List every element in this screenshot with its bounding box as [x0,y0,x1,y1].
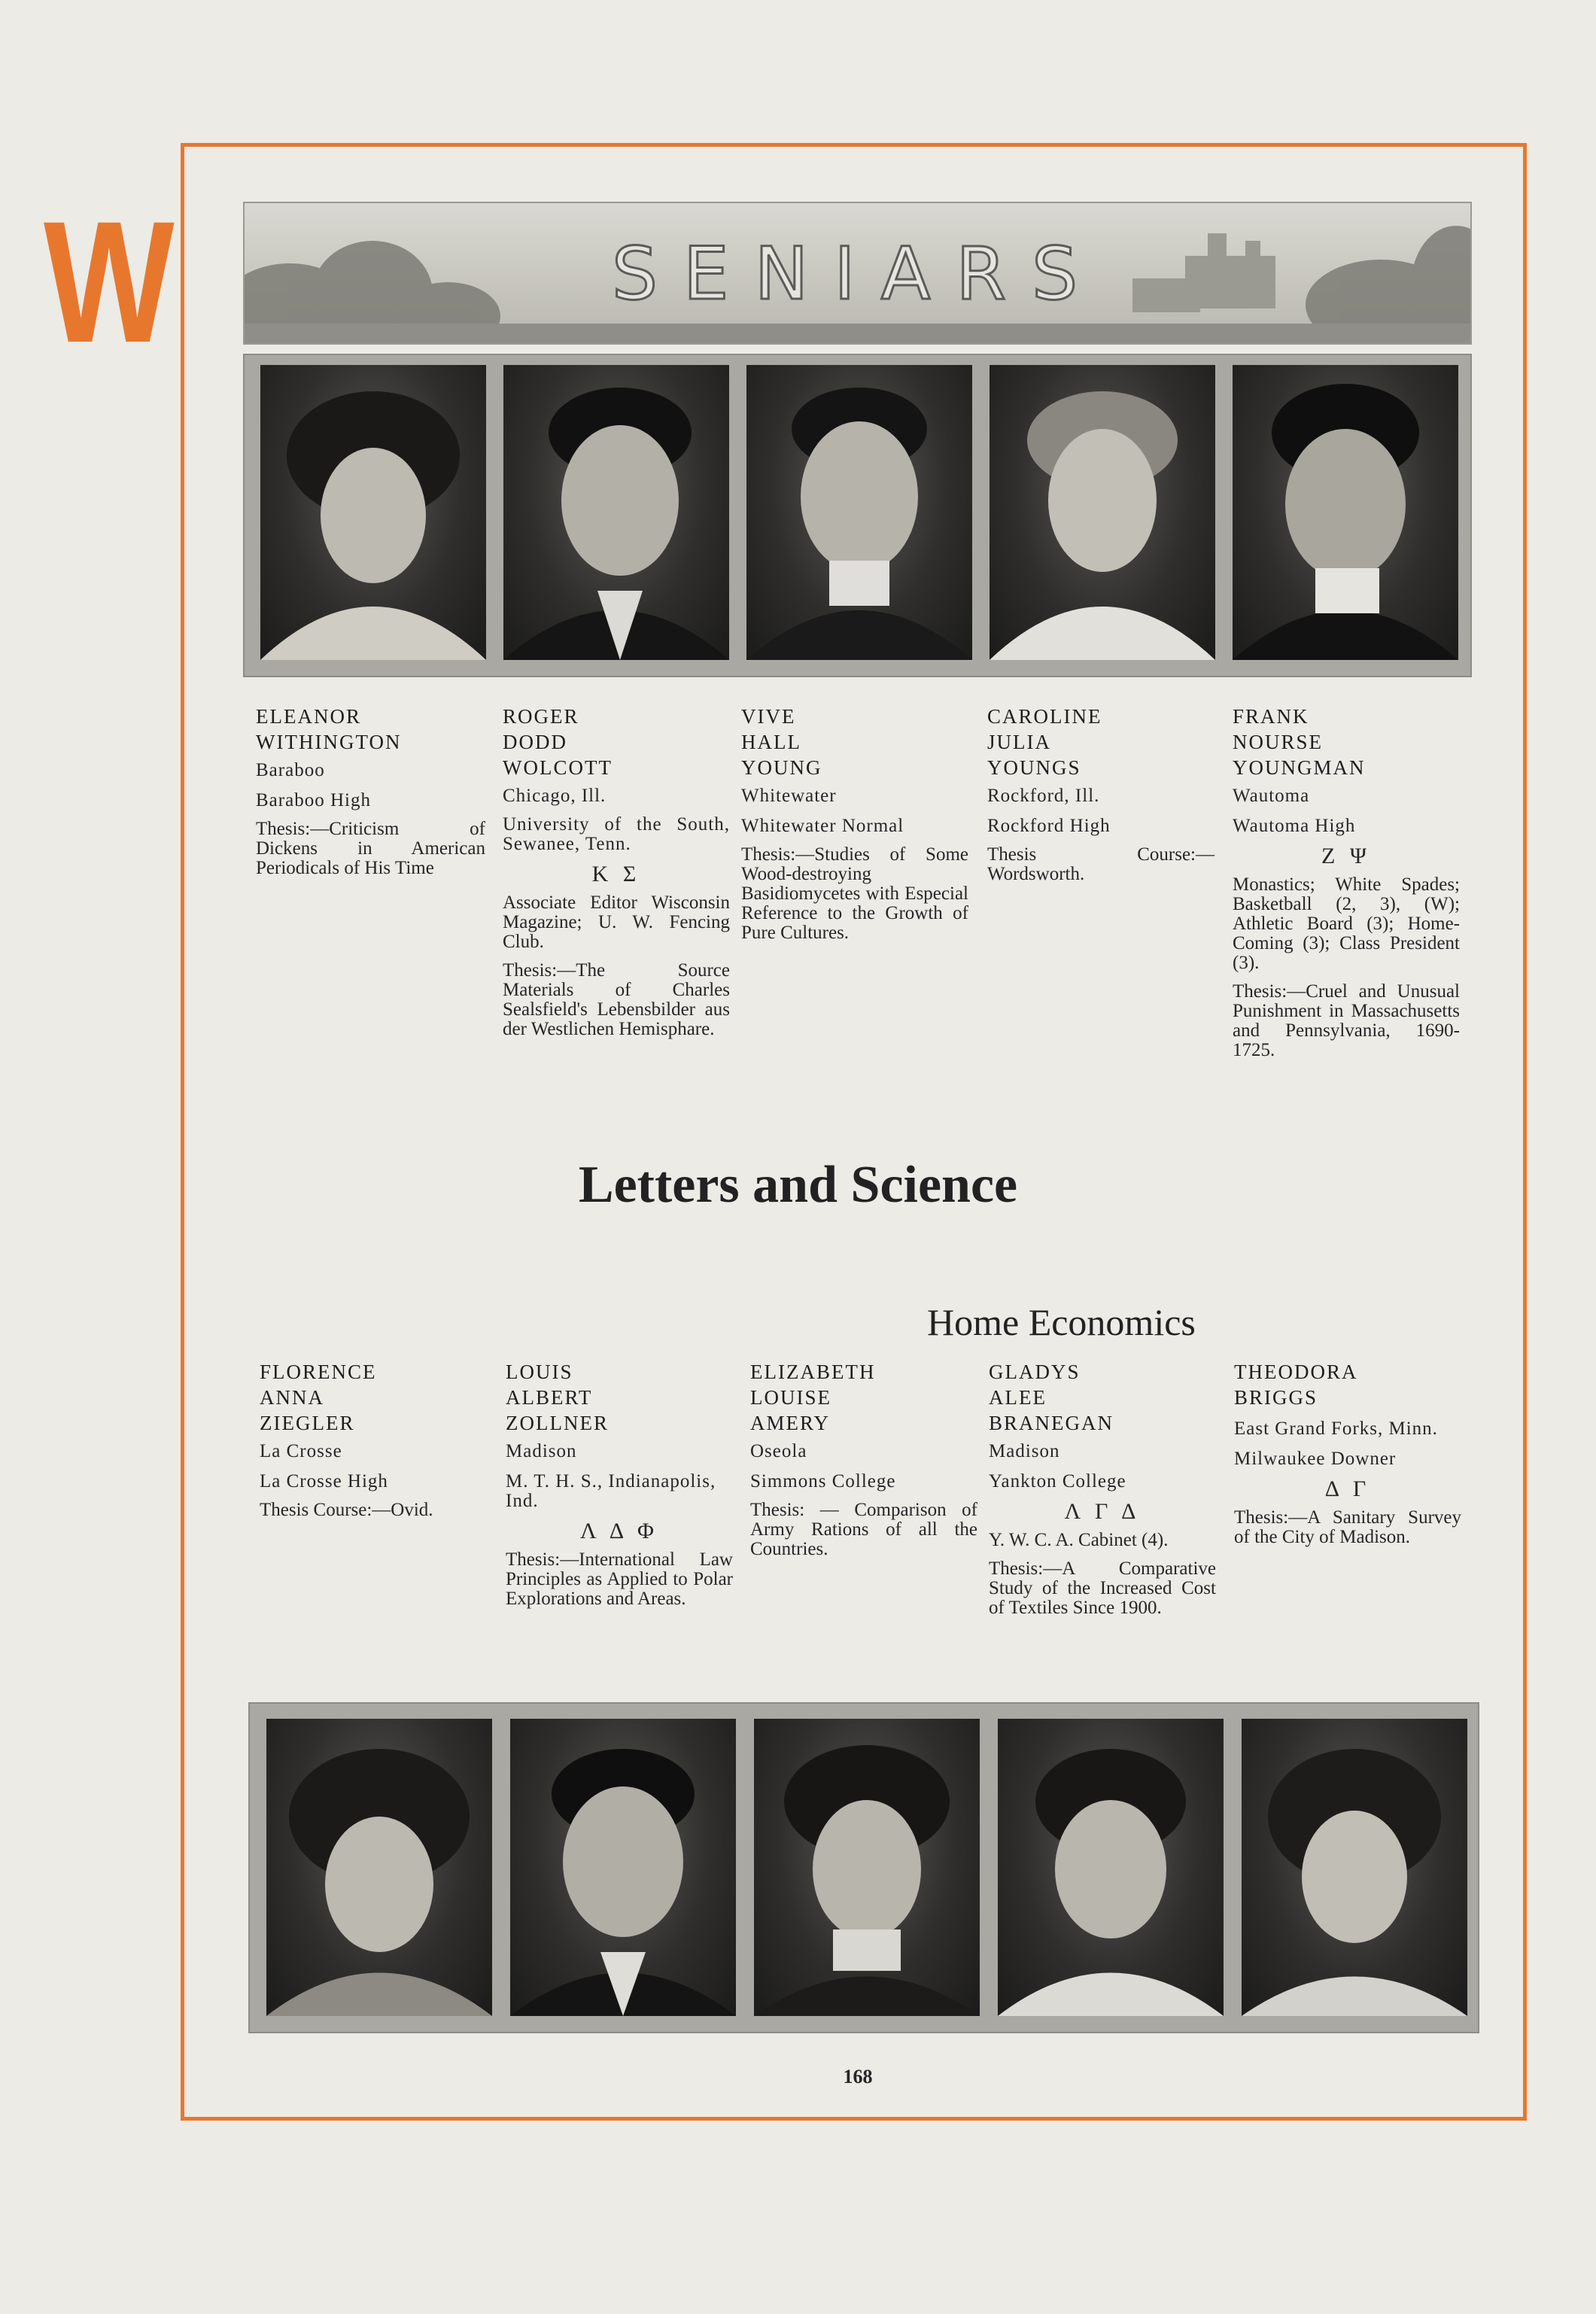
student-name-line: GLADYS [989,1361,1081,1383]
portrait-frank-youngman [1233,365,1458,660]
student-name-line: FLORENCE [260,1361,377,1383]
portrait-florence-ziegler [266,1719,492,2016]
student-thesis: Thesis:—Studies of Some Wood-destroying Basidiomycetes with Especial Reference to the Growth of Pure Cultures. [741,844,968,943]
student-column-3 [741,704,968,943]
student-activities: Monastics; White Spades; Basketball (2, 3), (W); Athletic Board (3); Home-Coming (3); Class President (3). [1233,874,1460,973]
student-school: Rockford High [987,816,1111,836]
portrait-caroline-youngs [990,365,1215,660]
student-name-line: ALEE [989,1386,1047,1409]
yearbook-w-logo: W [44,185,175,379]
seniors-banner [243,202,1472,345]
student-school: Wautoma High [1233,816,1356,836]
student-column-9 [989,1359,1216,1618]
student-name-line: NOURSE [1233,731,1324,753]
student-name-line: BRANEGAN [989,1412,1114,1434]
fraternity-letters: Κ Σ [591,862,641,886]
student-thesis: Thesis:—A Sanitary Survey of the City of Madison. [1234,1507,1461,1547]
student-activities: Associate Editor Wisconsin Magazine; U. W. Fencing Club. [503,892,730,952]
student-thesis: Thesis Course:—Ovid. [260,1500,433,1520]
student-hometown: Whitewater [741,786,837,806]
student-name-line: ZIEGLER [260,1412,355,1434]
subsection-title: Home Economics [927,1301,1196,1343]
student-name-line: ELIZABETH [750,1361,876,1383]
student-name-line: ANNA [260,1386,324,1409]
student-hometown: Oseola [750,1441,807,1461]
student-hometown: Wautoma [1233,786,1310,806]
student-name-line: YOUNG [741,756,822,779]
student-thesis: Thesis:—A Comparative Study of the Increased Cost of Textiles Since 1900. [989,1558,1216,1618]
student-name-line: BRIGGS [1234,1386,1318,1409]
student-name-line: AMERY [750,1412,831,1434]
student-hometown: Madison [989,1441,1060,1461]
page-number: 168 [843,2066,873,2087]
student-school: Milwaukee Downer [1234,1449,1397,1469]
student-name-line: VIVE [741,705,796,728]
student-hometown: Chicago, Ill. [503,786,606,806]
student-name-line: THEODORA [1234,1361,1358,1383]
student-thesis: Thesis:—International Law Principles as Applied to Polar Explorations and Areas. [506,1549,733,1609]
student-school: Yankton College [989,1471,1126,1491]
student-thesis: Thesis Course:— Wordsworth. [987,844,1214,884]
section-title: Letters and Science [578,1156,1018,1214]
student-name-line: HALL [741,731,801,753]
portrait-vive-young [746,365,972,660]
top-photo-strip [243,354,1472,677]
portrait-eleanor-withington [260,365,486,660]
student-column-2 [503,704,730,1039]
student-column-1 [256,704,485,878]
student-hometown: Madison [506,1441,577,1461]
student-activities: Y. W. C. A. Cabinet (4). [989,1530,1169,1550]
student-school: Baraboo High [256,790,371,810]
student-school: University of the South, Sewanee, Tenn. [503,814,730,854]
portrait-louis-zollner [510,1719,736,2016]
fraternity-letters: Λ Δ Φ [580,1519,658,1543]
bottom-photo-strip [248,1702,1479,2033]
student-school: La Crosse High [260,1471,388,1491]
fraternity-letters: Δ Γ [1324,1476,1371,1501]
student-column-6 [260,1359,489,1520]
student-column-8 [750,1359,977,1559]
student-column-10 [1234,1359,1461,1547]
student-name-line: FRANK [1233,705,1309,728]
student-name-line: CAROLINE [987,705,1102,728]
student-name-line: JULIA [987,731,1051,753]
student-school: M. T. H. S., Indianapolis, Ind. [506,1471,716,1511]
student-hometown: East Grand Forks, Minn. [1234,1419,1438,1439]
student-thesis: Thesis:—The Source Materials of Charles Sealsfield's Lebensbilder aus der Westlichen Hemisphare. [503,960,730,1039]
student-name-line: ALBERT [506,1386,593,1409]
student-column-4 [987,704,1214,884]
student-name-line: ELEANOR [256,705,361,728]
student-name-line: WOLCOTT [503,756,613,779]
student-name-line: ROGER [503,705,579,728]
student-name-line: LOUISE [750,1386,831,1409]
portrait-roger-wolcott [503,365,729,660]
student-column-7 [506,1359,733,1609]
student-thesis: Thesis: — Comparison of Army Rations of all the Countries. [750,1500,977,1559]
student-school: Simmons College [750,1471,896,1491]
student-school: Whitewater Normal [741,816,904,836]
banner-title: SENIARS [611,232,1104,316]
portrait-gladys-branegan [998,1719,1224,2016]
student-name-line: ZOLLNER [506,1412,609,1434]
student-name-line: LOUIS [506,1361,573,1383]
student-hometown: La Crosse [260,1441,342,1461]
student-name-line: YOUNGMAN [1233,756,1366,779]
student-name-line: DODD [503,731,567,753]
student-hometown: Rockford, Ill. [987,786,1100,806]
student-name-line: YOUNGS [987,756,1081,779]
fraternity-letters: Ζ Ψ [1321,844,1371,868]
student-thesis: Thesis:—Criticism of Dickens in American Periodicals of His Time [256,819,485,878]
student-thesis: Thesis:—Cruel and Unusual Punishment in Massachusetts and Pennsylvania, 1690-1725. [1233,981,1460,1060]
portrait-elizabeth-amery [754,1719,980,2016]
student-column-5 [1233,704,1460,1060]
fraternity-letters: Λ Γ Δ [1064,1499,1141,1524]
student-name-line: WITHINGTON [256,731,402,753]
portrait-theodora-briggs [1242,1719,1467,2016]
student-hometown: Baraboo [256,760,325,780]
